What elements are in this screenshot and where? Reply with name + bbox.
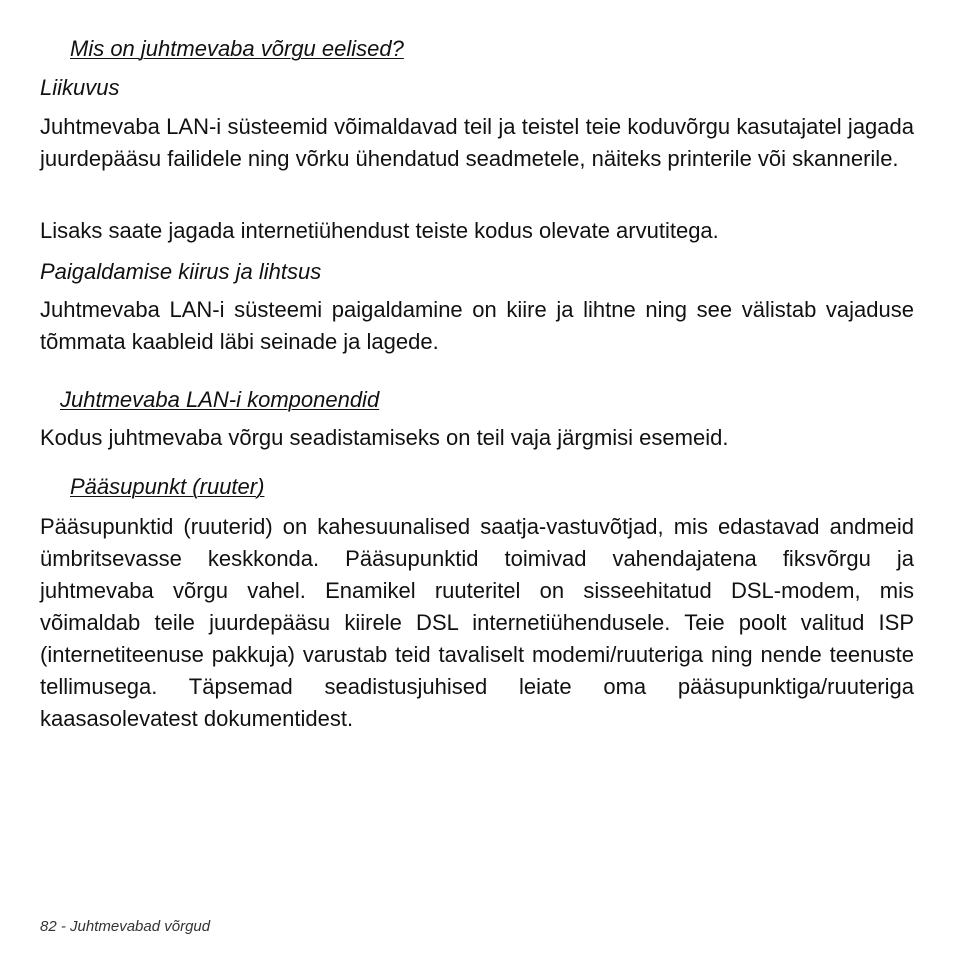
section-heading-benefits: Mis on juhtmevaba võrgu eelised? bbox=[70, 36, 404, 61]
subheading-mobility: Liikuvus bbox=[40, 75, 120, 100]
paragraph-mobility-1: Juhtmevaba LAN-i süsteemid võimaldavad teil ja teistel teie koduvõrgu kasutajatel jagada juurdepääsu failidele ning võrku ühendatud seadmetele, näiteks printerile või skannerile. bbox=[40, 114, 914, 171]
paragraph-components: Kodus juhtmevaba võrgu seadistamiseks on teil vaja järgmisi esemeid. bbox=[40, 425, 729, 450]
section-heading-access-point: Pääsupunkt (ruuter) bbox=[70, 474, 265, 499]
subheading-installation: Paigaldamise kiirus ja lihtsus bbox=[40, 259, 322, 284]
page-footer: 82 - Juhtmevabad võrgud bbox=[40, 918, 211, 935]
paragraph-access-point: Pääsupunktid (ruuterid) on kahesuunalised saatja-vastuvõtjad, mis edastavad andmeid ümbritsevasse keskkonda. Pääsupunktid toimivad vahendajatena fiksvõrgu ja juhtmevaba võrgu vahel. Enamikel ruuteritel on sisseehitatud DSL-modem, mis võimaldab teile juurdepääsu kiirele DSL internetiühendusele. Teie poolt valitud ISP (internetiteenuse pakkuja) varustab teid tavaliselt modemi/ruuteriga ning nende teenuste tellimusega. Täpsemad seadistusjuhised leiate oma pääsupunktiga/ruuteriga kaasasolevatest dokumentidest. bbox=[40, 514, 914, 731]
section-heading-components: Juhtmevaba LAN-i komponendid bbox=[60, 387, 380, 412]
paragraph-mobility-2: Lisaks saate jagada internetiühendust teiste kodus olevate arvutitega. bbox=[40, 218, 719, 243]
paragraph-installation: Juhtmevaba LAN-i süsteemi paigaldamine on kiire ja lihtne ning see välistab vajaduse tõmmata kaableid läbi seinade ja lagede. bbox=[40, 297, 914, 354]
